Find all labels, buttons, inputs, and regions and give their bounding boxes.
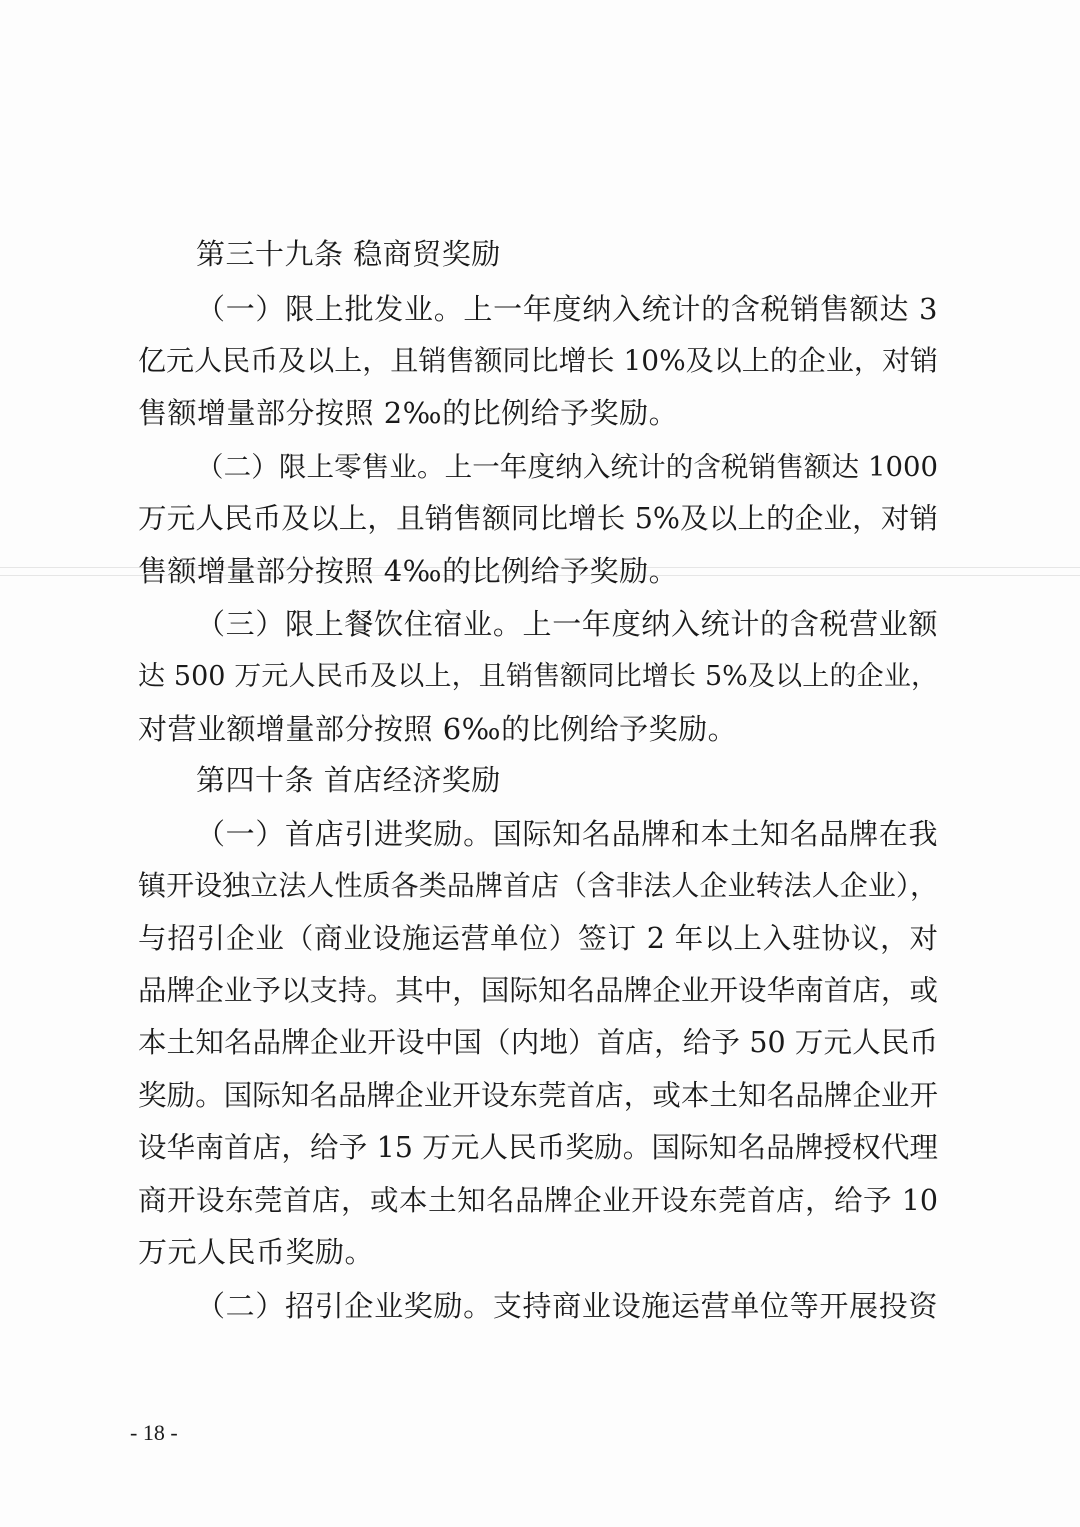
article-40-item-1-line: 与招引企业（商业设施运营单位）签订 2 年以上入驻协议，对 (138, 922, 938, 955)
article-40-heading: 第四十条 首店经济奖励 (196, 763, 501, 797)
article-40-item-1-line: 本土知名品牌企业开设中国（内地）首店，给予 50 万元人民币 (138, 1026, 938, 1059)
article-40-item-1-line: 设华南首店，给予 15 万元人民币奖励。国际知名品牌授权代理 (138, 1131, 938, 1164)
article-39-item-3-line: 对营业额增量部分按照 6‰的比例给予奖励。 (138, 712, 738, 746)
article-40-item-1-line: 品牌企业予以支持。其中，国际知名品牌企业开设华南首店，或 (138, 974, 938, 1007)
article-40-item-1-line: （一）首店引进奖励。国际知名品牌和本土知名品牌在我 (196, 817, 938, 851)
article-39-item-1-line: （一）限上批发业。上一年度纳入统计的含税销售额达 3 (196, 292, 938, 326)
page-number: - 18 - (130, 1420, 178, 1445)
article-39-item-1-line: 售额增量部分按照 2‰的比例给予奖励。 (138, 396, 679, 430)
article-40-item-1-line: 镇开设独立法人性质各类品牌首店（含非法人企业转法人企业）， (138, 869, 938, 902)
article-40-item-1-line: 商开设东莞首店，或本土知名品牌企业开设东莞首店，给予 10 (138, 1184, 938, 1217)
article-39-item-1-line: 亿元人民币及以上，且销售额同比增长 10%及以上的企业，对销 (138, 344, 938, 377)
article-40-item-1-line: 奖励。国际知名品牌企业开设东莞首店，或本土知名品牌企业开 (138, 1079, 938, 1112)
article-39-item-3-line: （三）限上餐饮住宿业。上一年度纳入统计的含税营业额 (196, 607, 938, 641)
article-39-item-2-line: 售额增量部分按照 4‰的比例给予奖励。 (138, 554, 679, 588)
article-40-item-2-line: （二）招引企业奖励。支持商业设施运营单位等开展投资 (196, 1289, 938, 1323)
article-39-heading: 第三十九条 稳商贸奖励 (196, 237, 501, 271)
article-40-item-1-line: 万元人民币奖励。 (138, 1235, 375, 1269)
article-39-item-2-line: 万元人民币及以上，且销售额同比增长 5%及以上的企业，对销 (138, 502, 938, 535)
article-39-item-3-line: 达 500 万元人民币及以上，且销售额同比增长 5%及以上的企业， (138, 661, 938, 692)
article-39-item-2-line: （二）限上零售业。上一年度纳入统计的含税销售额达 1000 (196, 451, 938, 483)
